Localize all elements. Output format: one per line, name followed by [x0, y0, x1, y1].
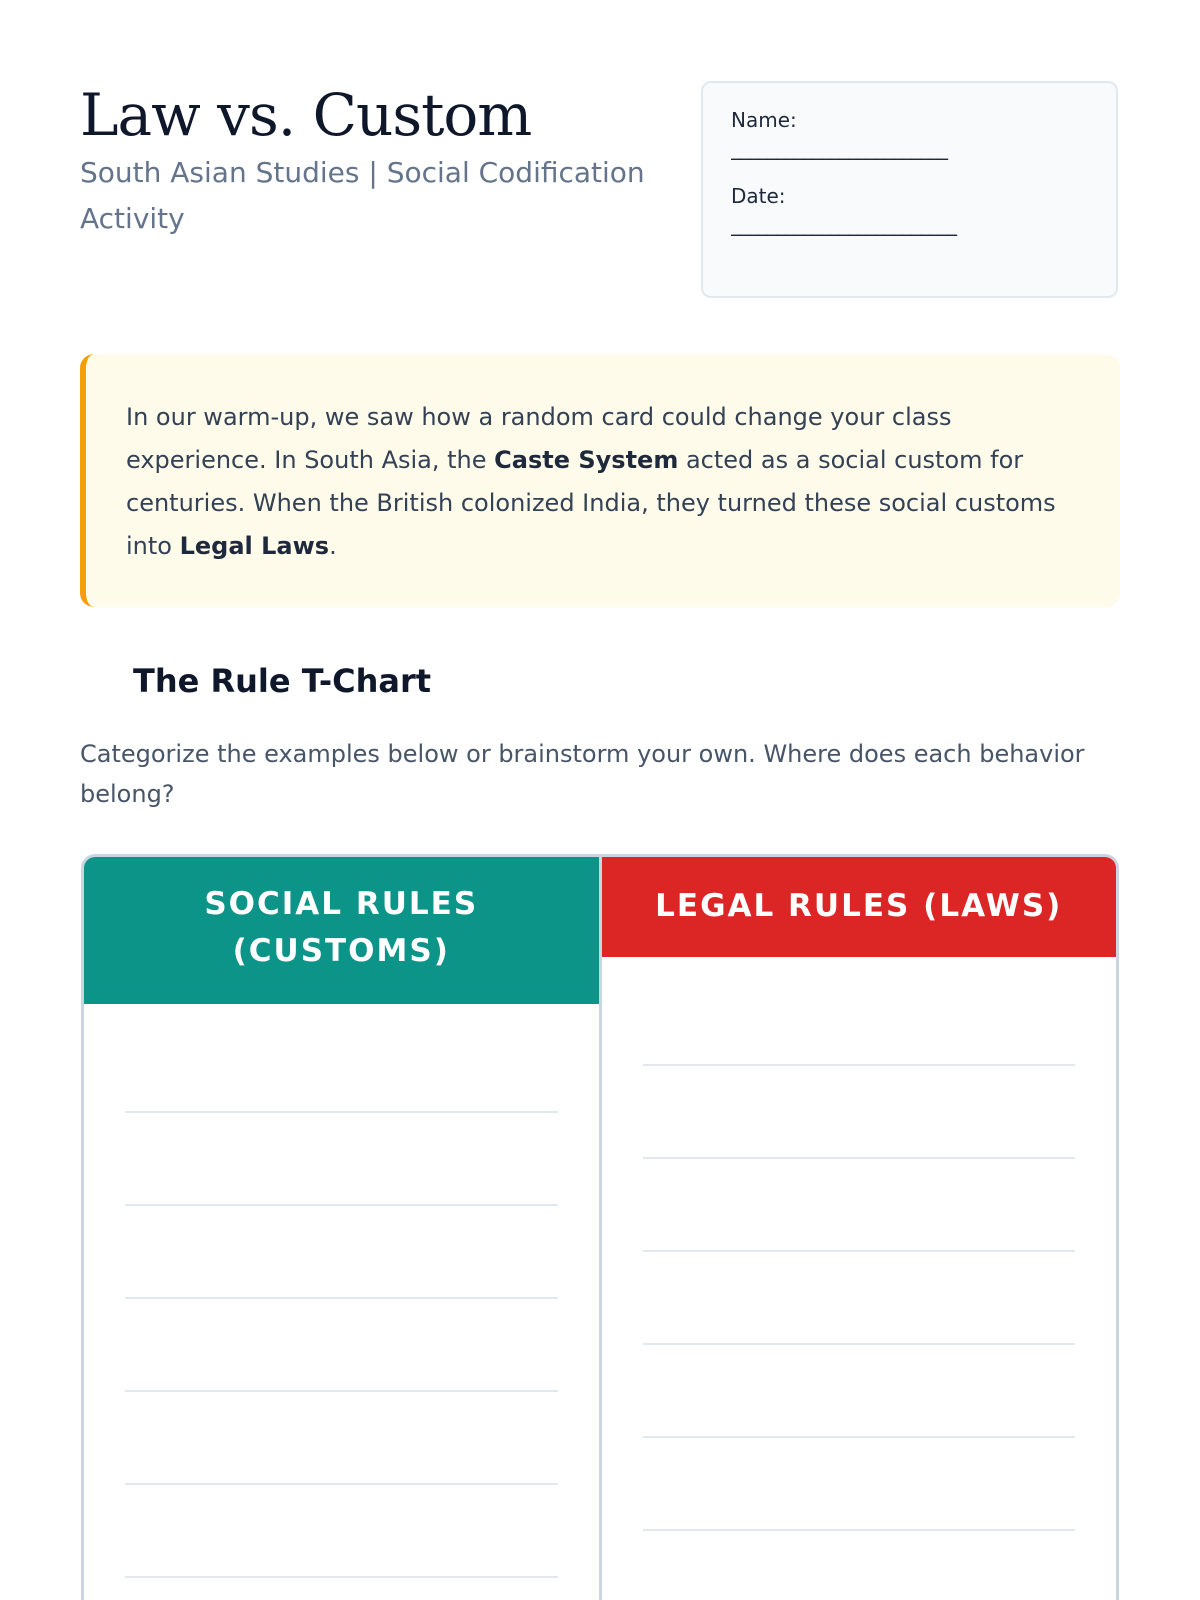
t-chart — [81, 854, 1119, 1600]
legal-writing-line[interactable] — [643, 1343, 1076, 1345]
intro-callout — [80, 354, 1120, 607]
date-label: Date: — [731, 184, 786, 208]
date-field[interactable]: _________________________ — [731, 212, 956, 236]
legal-writing-line[interactable] — [643, 1436, 1076, 1438]
social-rules-column — [84, 857, 602, 1600]
social-writing-line[interactable] — [125, 1390, 558, 1392]
social-writing-line[interactable] — [125, 1111, 558, 1113]
worksheet-header — [80, 80, 680, 242]
intro-bold-caste-system: Caste System — [494, 446, 679, 474]
section-instructions: Categorize the examples below or brainstorm your own. Where does each behavior belong? — [80, 740, 1085, 808]
student-info-box — [701, 81, 1118, 298]
social-rules-header: SOCIAL RULES (CUSTOMS) — [84, 857, 599, 1004]
intro-bold-legal-laws: Legal Laws — [179, 532, 330, 560]
intro-text-3: . — [329, 532, 337, 560]
social-writing-line[interactable] — [125, 1297, 558, 1299]
social-writing-line[interactable] — [125, 1204, 558, 1206]
intro-text-2: acted as a social custom for centuries. When the British colonized India, they turned these social customs into — [126, 446, 1056, 560]
name-field[interactable]: ________________________ — [731, 136, 947, 160]
page-title: Law vs. Custom — [80, 81, 532, 149]
legal-writing-line[interactable] — [643, 1064, 1076, 1066]
section-title: The Rule T-Chart — [133, 662, 432, 700]
legal-writing-line[interactable] — [643, 1529, 1076, 1531]
social-writing-line[interactable] — [125, 1483, 558, 1485]
legal-writing-line[interactable] — [643, 1250, 1076, 1252]
intro-paragraph — [126, 396, 1080, 568]
name-label: Name: — [731, 108, 797, 132]
page-subtitle: South Asian Studies | Social Codification Activity — [80, 156, 645, 235]
legal-rules-column — [602, 857, 1117, 1600]
social-writing-line[interactable] — [125, 1576, 558, 1578]
legal-writing-line[interactable] — [643, 1157, 1076, 1159]
intro-text-1: In our warm-up, we saw how a random card could change your class experience. In South Asia, the — [126, 403, 952, 474]
legal-rules-header: LEGAL RULES (LAWS) — [602, 857, 1117, 957]
